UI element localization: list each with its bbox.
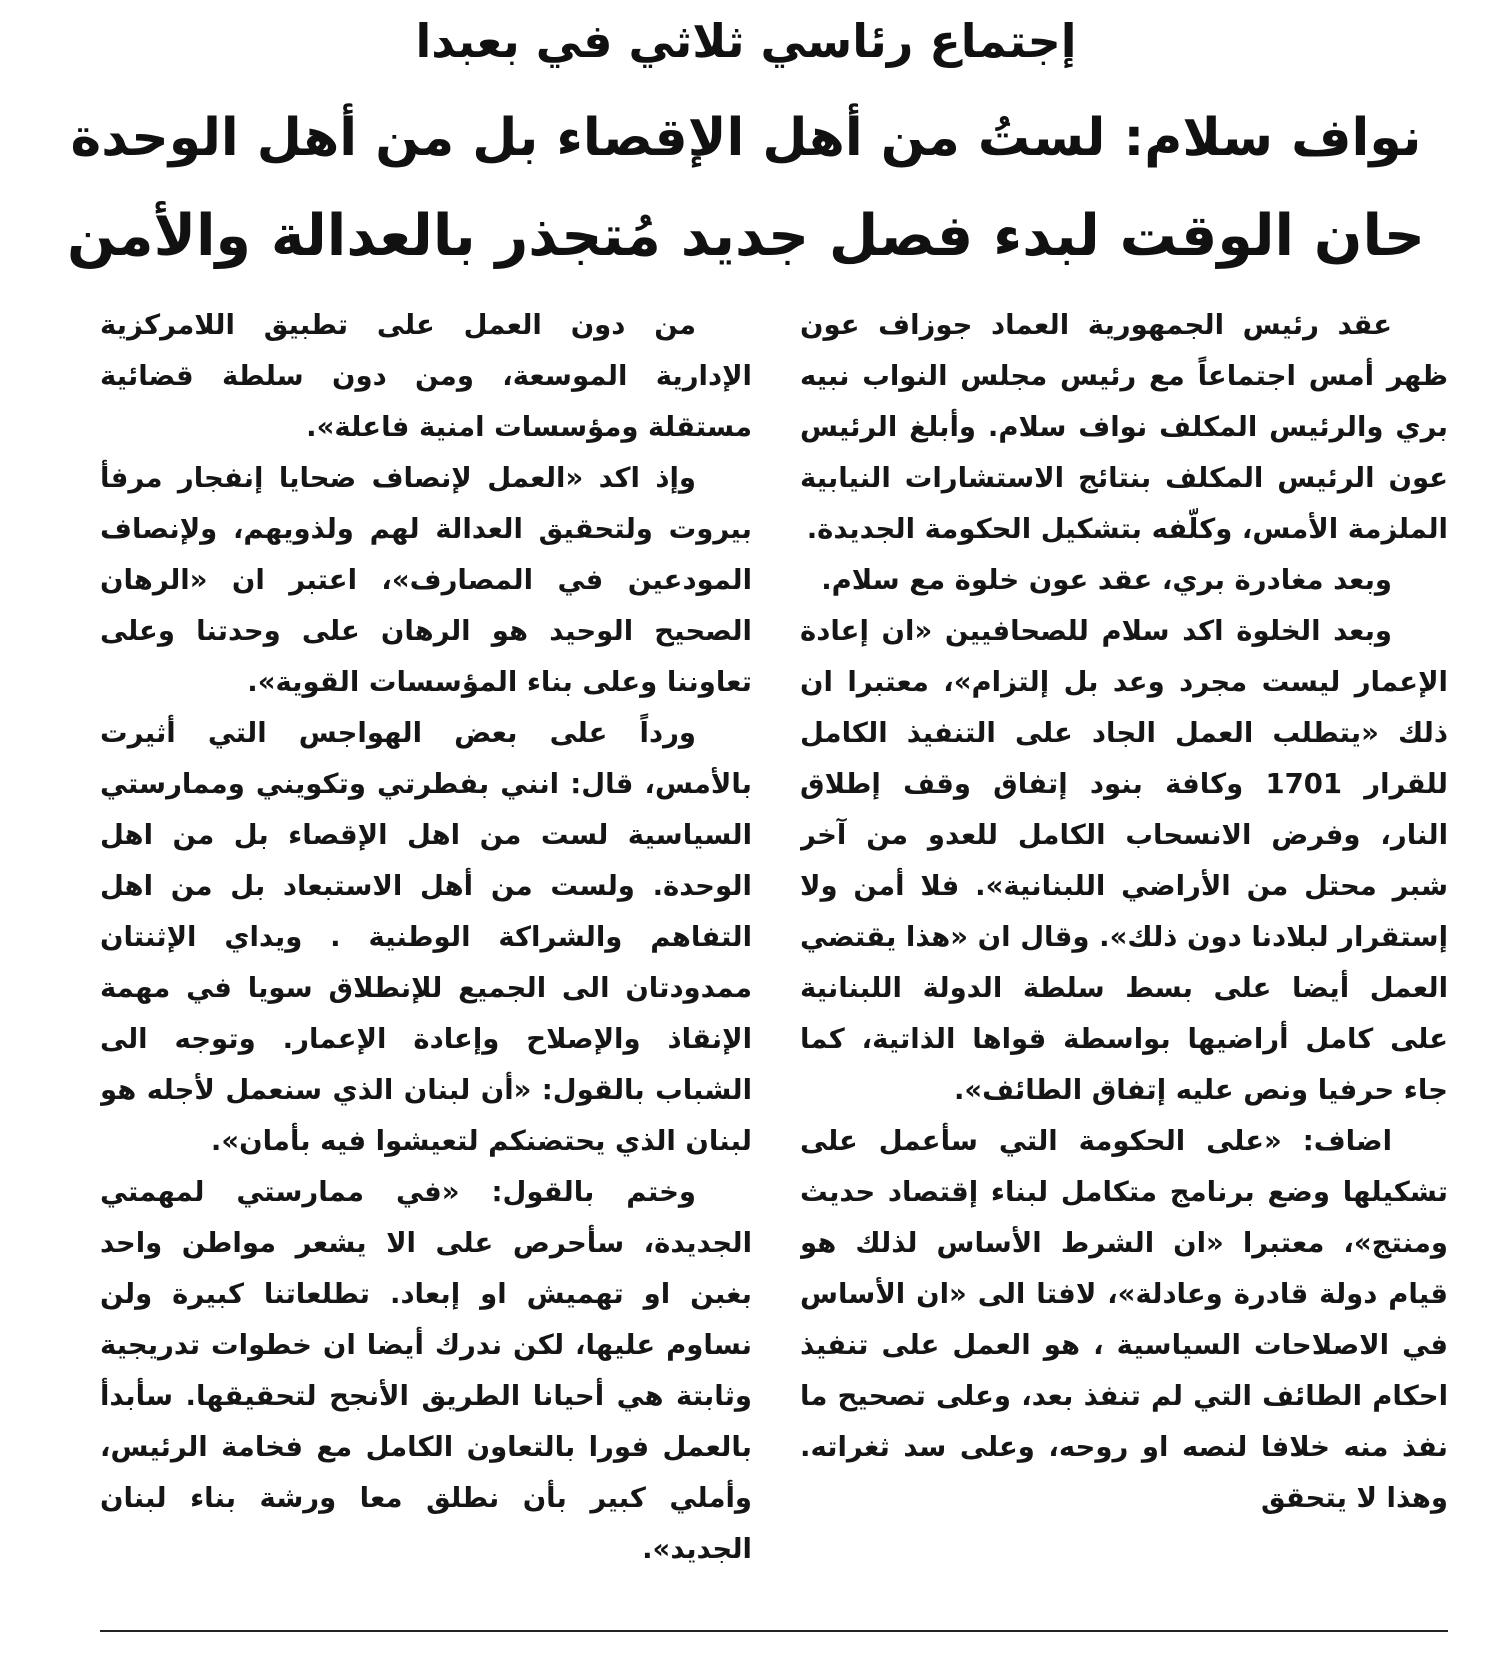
article-column-right	[800, 300, 1448, 1610]
paragraph: وختم بالقول: «في ممارستي لمهمتي الجديدة، سأحرص على الا يشعر مواطن واحد بغبن او تهميش او إبعاد. تطلعاتنا كبيرة ولن نساوم عليها، لكن ندرك أيضا ان خطوات تدريجية وثابتة هي أحيانا الطريق الأنجح لتحقيقها. سأبدأ بالعمل فورا بالتعاون الكامل مع فخامة الرئيس، وأملي كبير بأن نطلق معا ورشة بناء لبنان الجديد».	[100, 1176, 752, 1565]
paragraph: ورداً على بعض الهواجس التي أثيرت بالأمس، قال: انني بفطرتي وتكويني وممارستي السياسية لست من اهل الإقصاء بل من اهل الوحدة. ولست من أهل الاستبعاد بل من اهل التفاهم والشراكة الوطنية . ويداي الإثنتان ممدودتان الى الجميع للإنطلاق سويا في مهمة الإنقاذ والإصلاح وإعادة الإعمار. وتوجه الى الشباب بالقول: «أن لبنان الذي سنعمل لأجله هو لبنان الذي يحتضنكم لتعيشوا فيه بأمان».	[100, 717, 752, 1157]
paragraph: من دون العمل على تطبيق اللامركزية الإدارية الموسعة، ومن دون سلطة قضائية مستقلة ومؤسسات امنية فاعلة».	[100, 309, 752, 443]
paragraph: اضاف: «على الحكومة التي سأعمل على تشكيلها وضع برنامج متكامل لبناء إقتصاد حديث ومنتج»، معتبرا «ان الشرط الأساس لذلك هو قيام دولة قادرة وعادلة»، لافتا الى «ان الأساس في الاصلاحات السياسية ، هو العمل على تنفيذ احكام الطائف التي لم تنفذ بعد، وعلى تصحيح ما نفذ منه خلافا لنصه او روحه، وعلى سد ثغراته. وهذا لا يتحقق	[800, 1125, 1448, 1514]
bottom-divider	[100, 1630, 1448, 1632]
paragraph: وبعد الخلوة اكد سلام للصحافيين «ان إعادة الإعمار ليست مجرد وعد بل إلتزام»، معتبرا ان ذلك «يتطلب العمل الجاد على التنفيذ الكامل للقرار 1701 وكافة بنود إتفاق وقف إطلاق النار، وفرض الانسحاب الكامل للعدو من آخر شبر محتل من الأراضي اللبنانية». فلا أمن ولا إستقرار لبلادنا دون ذلك». وقال ان «هذا يقتضي العمل أيضا على بسط سلطة الدولة اللبنانية على كامل أراضيها بواسطة قواها الذاتية، كما جاء حرفيا ونص عليه إتفاق الطائف».	[800, 615, 1448, 1106]
paragraph: عقد رئيس الجمهورية العماد جوزاف عون ظهر أمس اجتماعاً مع رئيس مجلس النواب نبيه بري والرئيس المكلف نواف سلام. وأبلغ الرئيس عون الرئيس المكلف بنتائج الاستشارات النيابية الملزمة الأمس، وكلّفه بتشكيل الحكومة الجديدة.	[800, 309, 1448, 545]
paragraph: وبعد مغادرة بري، عقد عون خلوة مع سلام.	[821, 564, 1392, 596]
main-headline: نواف سلام: لستُ من أهل الإقصاء بل من أهل الوحدة	[70, 108, 1422, 168]
sub-headline: حان الوقت لبدء فصل جديد مُتجذر بالعدالة والأمن	[66, 203, 1425, 269]
paragraph: وإذ اكد «العمل لإنصاف ضحايا إنفجار مرفأ بيروت ولتحقيق العدالة لهم ولذويهم، ولإنصاف المودعين في المصارف»، اعتبر ان «الرهان الصحيح الوحيد هو الرهان على وحدتنا وعلى تعاوننا وعلى بناء المؤسسات القوية».	[100, 462, 752, 698]
article-column-left	[100, 300, 752, 1610]
kicker-headline: إجتماع رئاسي ثلاثي في بعبدا	[415, 14, 1077, 68]
